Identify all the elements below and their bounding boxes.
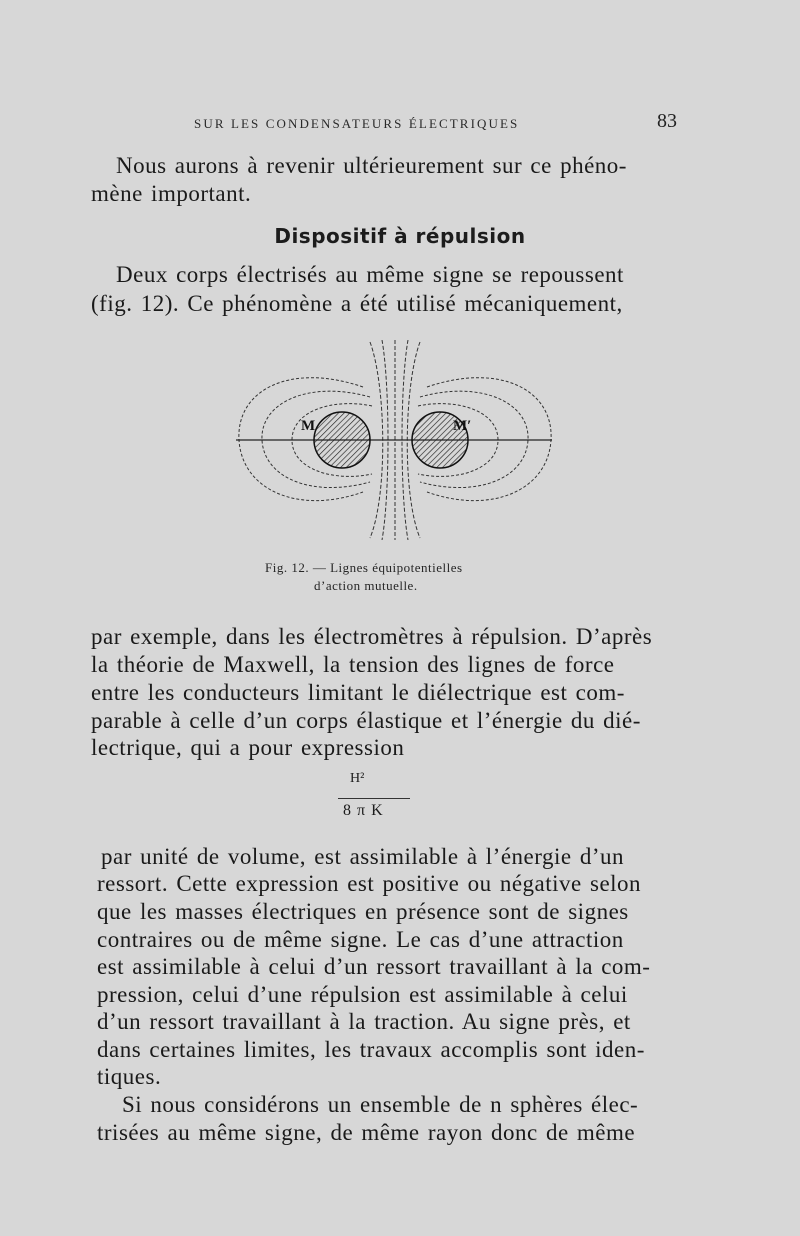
section-title: Dispositif à répulsion bbox=[274, 224, 526, 248]
text-line: entre les conducteurs limitant le diélectrique est com- bbox=[91, 680, 625, 705]
text-line: Nous aurons à revenir ultérieurement sur ce phéno- bbox=[116, 153, 627, 178]
text-line: mène important. bbox=[91, 181, 252, 206]
figure-caption-line2: d’action mutuelle. bbox=[314, 578, 418, 593]
text-line: pression, celui d’une répulsion est assimilable à celui bbox=[97, 982, 628, 1007]
text-line: d’un ressort travaillant à la traction. Au signe près, et bbox=[97, 1009, 631, 1034]
equipotential-figure bbox=[230, 340, 560, 545]
text-line: tiques. bbox=[97, 1064, 162, 1089]
sphere-label-left: M bbox=[301, 418, 316, 434]
text-line: parable à celle d’un corps élastique et l’énergie du dié- bbox=[91, 708, 641, 733]
text-line: par unité de volume, est assimilable à l’énergie d’un bbox=[101, 844, 625, 869]
text-line: par exemple, dans les électromètres à répulsion. D’après bbox=[91, 624, 653, 649]
running-head: SUR LES CONDENSATEURS ÉLECTRIQUES bbox=[194, 116, 520, 131]
text-line: ressort. Cette expression est positive ou négative selon bbox=[97, 871, 642, 896]
figure-caption-line1: Fig. 12. — Lignes équipotentielles bbox=[265, 560, 463, 575]
text-line: est assimilable à celui d’un ressort travaillant à la com- bbox=[97, 954, 651, 979]
page-number: 83 bbox=[657, 110, 677, 132]
text-line: contraires ou de même signe. Le cas d’une attraction bbox=[97, 927, 624, 952]
formula-numerator: H² bbox=[350, 771, 365, 786]
text-line: que les masses électriques en présence sont de signes bbox=[97, 899, 629, 924]
text-line: trisées au même signe, de même rayon donc de même bbox=[97, 1120, 636, 1145]
text-line: Si nous considérons un ensemble de n sphères élec- bbox=[122, 1092, 639, 1117]
formula-denominator: 8 π K bbox=[343, 802, 384, 819]
sphere-label-right: M′ bbox=[453, 418, 472, 434]
text-line: lectrique, qui a pour expression bbox=[91, 735, 405, 760]
sphere-left bbox=[314, 412, 370, 468]
text-line: dans certaines limites, les travaux accomplis sont iden- bbox=[97, 1037, 645, 1062]
text-line: Deux corps électrisés au même signe se repoussent bbox=[116, 262, 624, 287]
text-line: (fig. 12). Ce phénomène a été utilisé mécaniquement, bbox=[91, 291, 623, 316]
equipotential-diagram bbox=[230, 340, 560, 540]
formula-fraction-bar bbox=[338, 798, 410, 799]
text-line: la théorie de Maxwell, la tension des lignes de force bbox=[91, 652, 615, 677]
